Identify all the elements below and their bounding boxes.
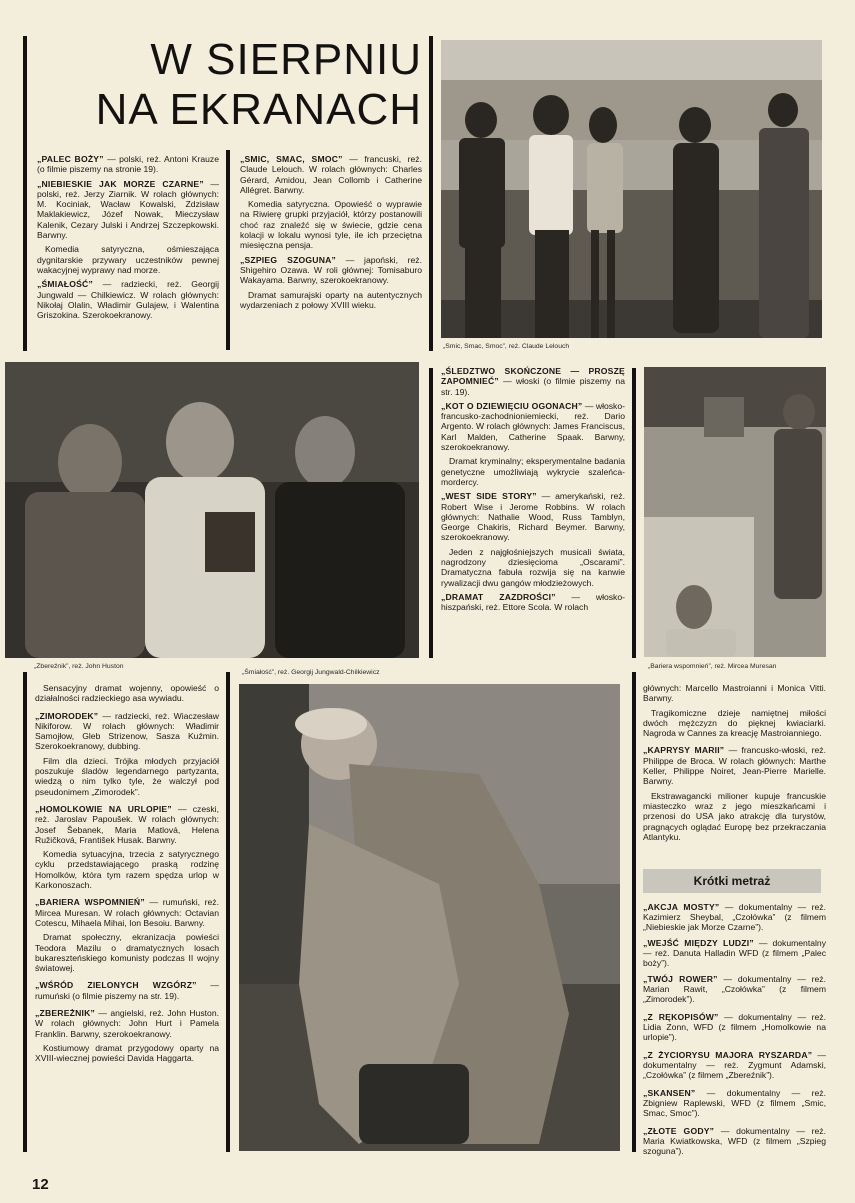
entry-bariera: „BARIERA WSPOMNIEŃ” — rumuński, reż. Mircea Muresan. W rolach głównych: Octavian Cotescu, Mihaela Mihai, Ion Besoiu. Barwny. [35, 897, 219, 928]
entry-palec-bozy: „PALEC BOŻY” — polski, reż. Antoni Krauze (o filmie piszemy na stronie 19). [37, 154, 219, 175]
entry-smic: „SMIC, SMAC, SMOC” — francuski, reż. Claude Lelouch. W rolach głównych: Charles Gérard, Amidou, Jean Collomb i Catherine Allégret. Barwny. [240, 154, 422, 195]
short-film-item: „ZŁOTE GODY” — dokumentalny — reż. Maria Kwiatkowska, WFD (z filmem „Szpieg szoguna”). [643, 1126, 826, 1156]
column-rule [23, 672, 27, 1152]
caption-bariera: „Bariera wspomnień”, reż. Mircea Muresan [648, 663, 777, 670]
caption-smialosc: „Śmiałość”, reż. Georgij Jungwald-Chilkiewicz [242, 669, 380, 676]
entry-niebieskie-desc: Komedia satyryczna, ośmieszająca dygnitarskie przywary uczestników pewnej wakacyjnej wyprawy nad morze. [37, 244, 219, 275]
column-rule [632, 672, 636, 1152]
column-rule [226, 150, 230, 350]
column-1-top [37, 154, 219, 324]
entry-homolkowie-desc: Komedia sytuacyjna, trzecia z satyrycznego cyklu przedstawiającego praską rodzinę Homolków, która tym razem spędza urlop w Karkonoszach. [35, 849, 219, 891]
short-film-item: „SKANSEN” — dokumentalny — reż. Zbigniew Raplewski, WFD (z filmem „Smic, Smac, Smoc”). [643, 1088, 826, 1118]
photo-bariera-wspomnien [644, 367, 826, 657]
entry-zimorodek-desc: Film dla dzieci. Trójka młodych przyjaciół poszukuje śladów legendarnego partyzanta, wiedzą o nim tylko tyle, że walczył pod pseudonimem „Zimorodek”. [35, 755, 219, 797]
entry-smic-desc: Komedia satyryczna. Opowieść o wyprawie na Riwierę grupki przyjaciół, którzy postanowili choć raz znaleźć się w świecie, gdzie cena kolacji w lokalu wynosi tyle, ile ich przeciętna miesięczna pensja. [240, 199, 422, 251]
entry-kot: „KOT O DZIEWIĘCIU OGONACH” — włosko-francusko-zachodnioniemiecki, reż. Dario Argento. W rolach głównych: James Franciscus, Karl Malden, Catherine Spaak. Barwny, szerokoekranowy. [441, 400, 625, 453]
entry-zimorodek: „ZIMORODEK” — radziecki, reż. Wiaczesław Nikiforow. W rolach głównych: Władimir Samojłow, Gleb Strizenow, Sasza Kuźmin. Szerokoekranowy, dubbing. [35, 710, 219, 752]
entry-szpieg: „SZPIEG SZOGUNA” — japoński, reż. Shigehiro Ozawa. W roli głównej: Tomisaburo Wakayama. Barwny, szerokoekranowy. [240, 254, 422, 286]
column-2-top [240, 154, 422, 314]
short-film-item: „WEJŚĆ MIĘDZY LUDZI” — dokumentalny — reż. Danuta Halladin WFD (z filmem „Palec boży”). [643, 938, 826, 968]
column-rule [23, 36, 27, 351]
entry-dramat: „DRAMAT ZAZDROŚCI” — włosko-hiszpański, reż. Ettore Scola. W rolach [441, 591, 625, 613]
photo-smialosc [5, 362, 419, 658]
column-1-bottom [35, 683, 219, 1068]
entry-szpieg-desc: Dramat samurajski oparty na autentycznych wydarzeniach z połowy XVIII wieku. [240, 289, 422, 310]
entry-homolkowie: „HOMOLKOWIE NA URLOPIE” — czeski, reż. Jaroslav Papoušek. W rolach głównych: Josef Šebanek, Maria Matlová, Helena Ružičková, František Husak. Barwny. [35, 803, 219, 845]
entry-dramat-desc: Tragikomiczne dzieje namiętnej miłości dwóch mężczyzn do pięknej kwiaciarki. Nagroda w Cannes za kreację Mastroianniego. [643, 707, 826, 739]
short-films-list [643, 902, 826, 1160]
title-line-1: W SIERPNIU [150, 35, 422, 84]
entry-west-side: „WEST SIDE STORY” — amerykański, reż. Robert Wise i Jerome Robbins. W rolach głównych: Nathalie Wood, Russ Tamblyn, George Chakiris, Richard Beymer. Barwny, szerokoekranowy. [441, 491, 625, 543]
entry-sledztwo: „ŚLEDZTWO SKOŃCZONE — PROSZĘ ZAPOMNIEĆ” — włoski (o filmie piszemy na str. 19). [441, 366, 625, 397]
short-film-item: „Z RĘKOPISÓW” — dokumentalny — reż. Lidia Zonn, WFD (z filmem „Homolkowie na urlopie”). [643, 1012, 826, 1042]
page-number: 12 [32, 1176, 49, 1193]
short-films-heading: Krótki metraż [643, 869, 821, 893]
column-rule [429, 368, 433, 658]
entry-niebieskie: „NIEBIESKIE JAK MORZE CZARNE” — polski, reż. Jerzy Ziarnik. W rolach głównych: M. Kociniak, Wacław Kowalski, Zdzisław Maklakiewicz, Józef Nowak, Mieczysław Kalenik, Cezary Julski i Andrzej Szczepkowski. Barwny. [37, 178, 220, 241]
photo-zbereznik [239, 684, 620, 1151]
entry-smialosc: „ŚMIAŁOŚĆ” — radziecki, reż. Georgij Jungwald — Chilkiewicz. W rolach głównych: Nikołaj Olalin, Władimir Gulajew, i Walentina Griszokina. Szerokoekranowy. [37, 279, 219, 321]
entry-kot-desc: Dramat kryminalny; eksperymentalne badania genetyczne umożliwiają wykrycie szaleńca-mordercy. [441, 456, 625, 487]
caption-zbereznik: „Zbereźnik”, reż. John Huston [34, 663, 124, 670]
entry-west-side-desc: Jeden z najgłośniejszych musicali świata, nagrodzony dziesięcioma „Oscarami”. Dramatyczna fabuła rozwija się na kanwie rywalizacji dwu gangów młodzieżowych. [441, 546, 625, 588]
entry-zbereznik: „ZBEREŻNIK” — angielski, reż. John Huston. W rolach głównych: John Hurt i Pamela Franklin. Barwny, szerokoekranowy. [35, 1008, 219, 1039]
entry-kaprysy-desc: Ekstrawagancki milioner kupuje francuskie miasteczko wraz z jego mieszkańcami i przenosi do USA jako atrakcję dla turystów, pragnących oglądać Europę bez przekraczania Atlantyku. [643, 790, 826, 842]
caption-smic: „Smic, Smac, Smoc”, reż. Claude Lelouch [443, 343, 570, 350]
entry-bariera-desc: Dramat społeczny, ekranizacja powieści Teodora Mazilu o dramatycznych losach bukareszteńskiego komunisty podczas II wojny światowej. [35, 932, 219, 974]
entry-dramat-cont: głównych: Marcello Mastroianni i Monica Vitti. Barwny. [643, 683, 826, 704]
short-film-item: „TWÓJ ROWER” — dokumentalny — reż. Marian Rawit, „Czołówka” (z filmem „Zimorodek”). [643, 974, 826, 1004]
column-rule [429, 36, 433, 351]
column-3-bottom [643, 683, 826, 846]
column-rule [226, 672, 230, 1152]
entry-zbereznik-desc: Kostiumowy dramat przygodowy oparty na XVIII-wiecznej powieści Davida Haggarta. [35, 1042, 219, 1064]
entry-zbereznik-desc-top: Sensacyjny dramat wojenny, opowieść o działalności radzieckiego asa wywiadu. [35, 683, 219, 704]
page-title [60, 35, 422, 134]
photo-smic-smac-smoc [441, 40, 822, 338]
short-film-item: „Z ŻYCIORYSU MAJORA RYSZARDA” — dokumentalny — reż. Zygmunt Adamski, „Czołówka” (z filmem „Zbereźnik”). [643, 1050, 826, 1080]
column-3-middle [441, 366, 625, 617]
short-film-item: „AKCJA MOSTY” — dokumentalny — reż. Kazimierz Sheybal, „Czołówka” (z filmem „Niebieskie jak Morze Czarne”). [643, 902, 826, 932]
entry-kaprysy: „KAPRYSY MARII” — francusko-włoski, reż. Philippe de Broca. W rolach głównych: Marthe Keller, Philippe Noiret, Jean-Pierre Marielle. Barwny. [643, 745, 826, 787]
entry-wsrod: „WŚRÓD ZIELONYCH WZGÓRZ” — rumuński (o filmie piszemy na str. 19). [35, 980, 219, 1001]
title-line-2: NA EKRANACH [95, 85, 422, 134]
column-rule [632, 368, 636, 658]
